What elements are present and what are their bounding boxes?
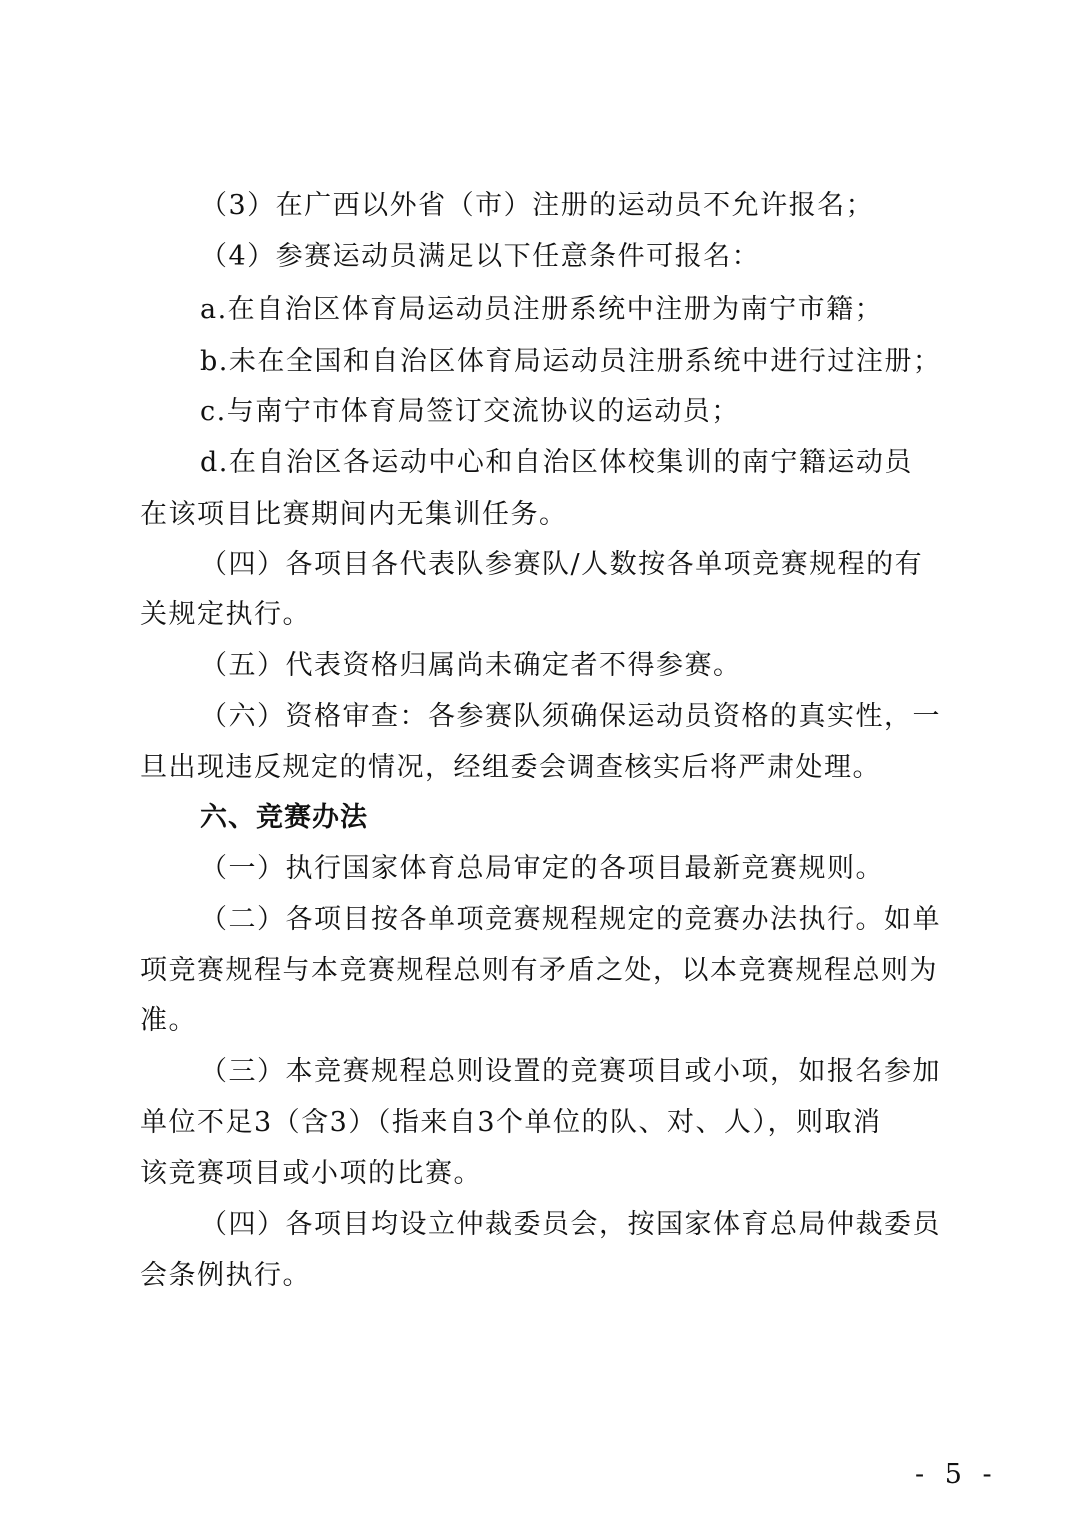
- method-3-text: （三）本竞赛规程总则设置的竞赛项目或小项，如报名参加: [200, 1056, 941, 1087]
- condition-b-text: b.未在全国和自治区体育局运动员注册系统中进行过注册；: [200, 346, 942, 377]
- section-6-text: （六）资格审查：各参赛队须确保运动员资格的真实性，一: [200, 701, 941, 732]
- method-2-text: （二）各项目按各单项竞赛规程规定的竞赛办法执行。如单: [200, 904, 941, 935]
- method-1-text: （一）执行国家体育总局审定的各项目最新竞赛规则。: [200, 853, 884, 884]
- section-4-continuation: 关规定执行。: [140, 599, 311, 630]
- condition-c-text: c.与南宁市体育局签订交流协议的运动员；: [200, 396, 740, 427]
- page-number: - 5 -: [915, 1459, 998, 1490]
- clause-3-text: （3）在广西以外省（市）注册的运动员不允许报名；: [200, 190, 875, 221]
- method-4-continuation: 会条例执行。: [140, 1260, 311, 1291]
- section-6-continuation: 旦出现违反规定的情况，经组委会调查核实后将严肃处理。: [140, 752, 881, 783]
- method-3-final-line: 该竞赛项目或小项的比赛。: [140, 1158, 482, 1189]
- method-3-continuation: 单位不足3（含3）（指来自3个单位的队、对、人），则取消: [140, 1107, 882, 1138]
- clause-4-text: （4）参赛运动员满足以下任意条件可报名：: [200, 241, 761, 272]
- method-2-continuation: 项竞赛规程与本竞赛规程总则有矛盾之处，以本竞赛规程总则为: [140, 955, 938, 986]
- section-4-text: （四）各项目各代表队参赛队/人数按各单项竞赛规程的有: [200, 549, 924, 580]
- condition-a-text: a.在自治区体育局运动员注册系统中注册为南宁市籍；: [200, 294, 884, 325]
- method-4-text: （四）各项目均设立仲裁委员会，按国家体育总局仲裁委员: [200, 1209, 941, 1240]
- competition-method-heading: 六、竞赛办法: [200, 802, 368, 833]
- condition-d-continuation: 在该项目比赛期间内无集训任务。: [140, 499, 568, 530]
- method-2-final-line: 准。: [140, 1005, 197, 1036]
- condition-d-text: d.在自治区各运动中心和自治区体校集训的南宁籍运动员: [200, 447, 913, 478]
- section-5-text: （五）代表资格归属尚未确定者不得参赛。: [200, 650, 742, 681]
